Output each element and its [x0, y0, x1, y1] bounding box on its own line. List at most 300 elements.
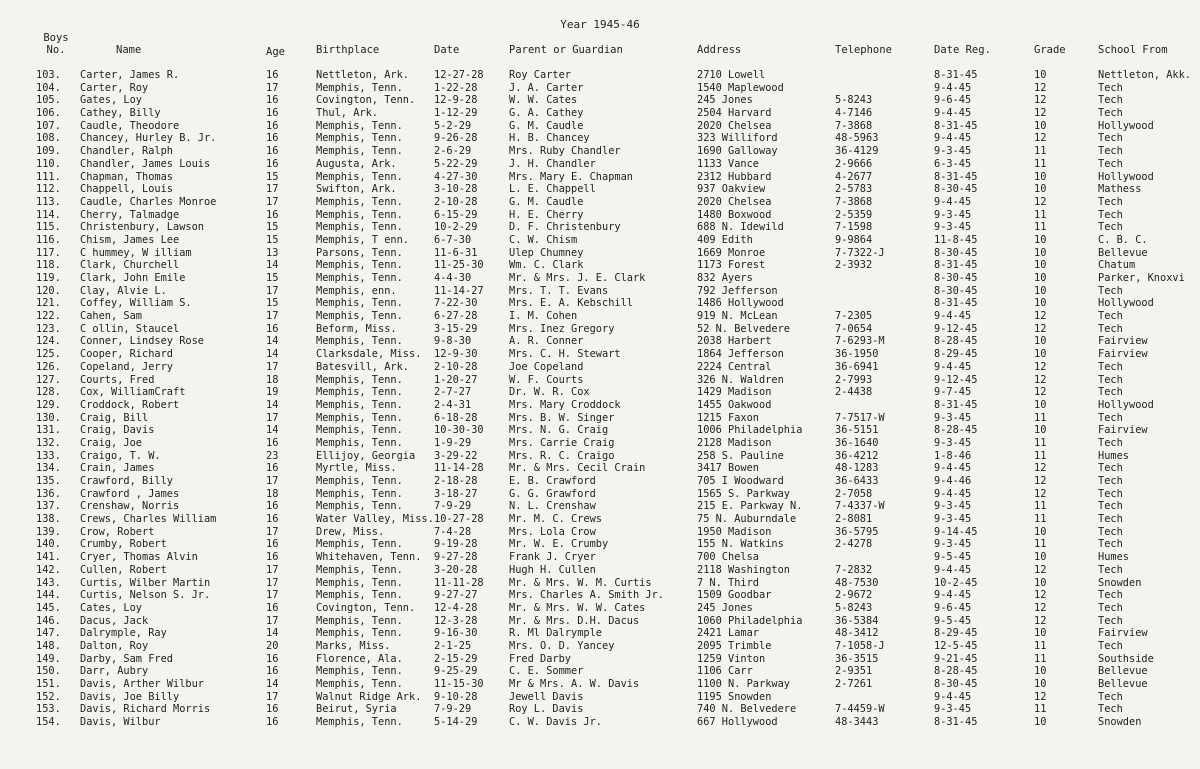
age: 15: [266, 170, 279, 183]
birthplace: Memphis, Tenn.: [316, 386, 403, 399]
table-row: [0, 691, 1200, 704]
student-name: Christenbury, Lawson: [80, 221, 204, 234]
grade: 10: [1034, 576, 1047, 589]
school-from: Tech: [1098, 513, 1123, 526]
school-from: C. B. C.: [1098, 233, 1148, 246]
school-from: Tech: [1098, 690, 1123, 703]
parent-guardian: Mrs. C. H. Stewart: [509, 348, 621, 361]
birth-date: 2-15-29: [434, 652, 478, 665]
header-boys-no: Boys No.: [43, 32, 69, 56]
parent-guardian: Mr. M. C. Crews: [509, 513, 602, 526]
school-from: Tech: [1098, 208, 1123, 221]
address: 245 Jones: [697, 94, 753, 107]
date-registered: 9-5-45: [934, 551, 972, 564]
parent-guardian: Mr & Mrs. A. W. Davis: [509, 678, 640, 690]
parent-guardian: C. E. Sommer: [509, 665, 584, 678]
student-name: Chism, James Lee: [80, 233, 180, 246]
row-number: 106.: [36, 107, 61, 120]
birthplace: Memphis, Tenn.: [316, 259, 403, 272]
address: 2020 Chelsea: [697, 119, 772, 132]
table-row: [0, 171, 1200, 184]
birthplace: Memphis, Tenn.: [316, 500, 403, 513]
telephone: 9-9864: [835, 233, 873, 246]
telephone: 7-2832: [835, 563, 873, 576]
telephone: 2-4438: [835, 386, 873, 399]
grade: 10: [1034, 335, 1047, 348]
telephone: 36-6433: [835, 475, 879, 487]
school-from: Tech: [1098, 639, 1123, 652]
telephone: 7-1058-J: [835, 639, 885, 652]
birth-date: 1-9-29: [434, 436, 472, 449]
age: 16: [266, 716, 279, 729]
student-name: Curtis, Wilber Martin: [80, 576, 211, 589]
header-birthplace: Birthplace: [316, 44, 380, 56]
student-name: Craigo, T. W.: [80, 449, 161, 462]
age: 16: [266, 322, 279, 335]
page-title: Year 1945-46: [560, 18, 640, 31]
birthplace: Memphis, Tenn.: [316, 475, 403, 487]
grade: 10: [1034, 183, 1047, 196]
telephone: 5-8243: [835, 601, 873, 614]
age: 17: [266, 81, 279, 94]
grade: 12: [1034, 195, 1047, 208]
student-name: Caudle, Charles Monroe: [80, 195, 217, 208]
birth-date: 10-30-30: [434, 424, 484, 437]
address: 1950 Madison: [697, 525, 772, 538]
date-registered: 9-3-45: [934, 538, 972, 551]
address: 75 N. Auburndale: [697, 513, 797, 526]
row-number: 132.: [36, 436, 61, 449]
grade: 10: [1034, 678, 1047, 690]
date-registered: 9-6-45: [934, 601, 972, 614]
age: 20: [266, 639, 279, 652]
birthplace: Thul, Ark.: [316, 107, 378, 120]
table-row: [0, 716, 1200, 729]
date-registered: 9-3-45: [934, 703, 972, 716]
birthplace: Memphis, Tenn.: [316, 563, 403, 576]
parent-guardian: L. E. Chappell: [509, 183, 596, 196]
parent-guardian: Mrs. Mary E. Chapman: [509, 170, 633, 183]
address: 2504 Harvard: [697, 107, 772, 120]
parent-guardian: G. M. Caudle: [509, 119, 584, 132]
telephone: 48-3412: [835, 627, 879, 640]
parent-guardian: Mr. & Mrs. J. E. Clark: [509, 272, 646, 284]
school-from: Parker, Knoxvi: [1098, 272, 1185, 284]
row-number: 123.: [36, 322, 61, 335]
grade: 10: [1034, 272, 1047, 284]
grade: 11: [1034, 208, 1047, 221]
school-from: Nettleton, Akk.: [1098, 69, 1191, 81]
date-registered: 8-30-45: [934, 183, 978, 196]
birthplace: Memphis, Tenn.: [316, 208, 403, 221]
table-row: [0, 348, 1200, 361]
age: 19: [266, 386, 279, 399]
student-name: Chandler, Ralph: [80, 145, 173, 158]
date-registered: 8-30-45: [934, 246, 978, 259]
telephone: 36-5795: [835, 525, 879, 538]
age: 17: [266, 614, 279, 627]
birth-date: 3-29-22: [434, 449, 478, 462]
age: 16: [266, 551, 279, 564]
age: 14: [266, 424, 279, 437]
age: 17: [266, 576, 279, 589]
header-parent: Parent or Guardian: [509, 44, 623, 56]
date-registered: 9-4-45: [934, 462, 972, 475]
date-registered: 8-31-45: [934, 119, 978, 132]
address: 326 N. Waldren: [697, 373, 784, 386]
header-address: Address: [697, 44, 742, 56]
school-from: Mathess: [1098, 183, 1142, 196]
table-row: [0, 437, 1200, 450]
grade: 10: [1034, 246, 1047, 259]
grade: 11: [1034, 639, 1047, 652]
age: 17: [266, 284, 279, 297]
student-name: Davis, Joe Billy: [80, 690, 180, 703]
school-from: Tech: [1098, 145, 1123, 158]
date-registered: 9-3-45: [934, 208, 972, 221]
date-registered: 8-31-45: [934, 297, 978, 310]
birthplace: Beform, Miss.: [316, 322, 397, 335]
age: 17: [266, 183, 279, 196]
birthplace: Memphis, Tenn.: [316, 310, 403, 323]
date-registered: 9-12-45: [934, 373, 978, 386]
birth-date: 2-1-25: [434, 639, 472, 652]
date-registered: 8-31-45: [934, 69, 978, 81]
table-row: [0, 107, 1200, 120]
student-name: Carter, Roy: [80, 81, 149, 94]
row-number: 128.: [36, 386, 61, 399]
address: 215 E. Parkway N.: [697, 500, 803, 513]
grade: 12: [1034, 310, 1047, 323]
student-name: Cooper, Richard: [80, 348, 173, 361]
table-row: [0, 665, 1200, 678]
birthplace: Walnut Ridge Ark.: [316, 690, 422, 703]
birth-date: 6-18-28: [434, 411, 478, 424]
table-row: [0, 399, 1200, 412]
address: 323 Williford: [697, 132, 778, 145]
school-from: Tech: [1098, 386, 1123, 399]
date-registered: 8-30-45: [934, 272, 978, 284]
parent-guardian: Mrs. Ruby Chandler: [509, 145, 621, 158]
birthplace: Memphis, Tenn.: [316, 81, 403, 94]
row-number: 118.: [36, 259, 61, 272]
age: 18: [266, 373, 279, 386]
birth-date: 7-9-29: [434, 500, 472, 513]
address: 937 Oakview: [697, 183, 766, 196]
table-row: [0, 335, 1200, 348]
parent-guardian: H. B. Chancey: [509, 132, 590, 145]
grade: 12: [1034, 132, 1047, 145]
grade: 10: [1034, 119, 1047, 132]
school-from: Tech: [1098, 310, 1123, 323]
birth-date: 2-6-29: [434, 145, 472, 158]
student-name: Cryer, Thomas Alvin: [80, 551, 198, 564]
row-number: 129.: [36, 398, 61, 411]
address: 1060 Philadelphia: [697, 614, 803, 627]
school-from: Fairview: [1098, 627, 1148, 640]
birth-date: 4-27-30: [434, 170, 478, 183]
parent-guardian: A. R. Conner: [509, 335, 584, 348]
school-from: Tech: [1098, 462, 1123, 475]
student-name: Davis, Richard Morris: [80, 703, 211, 716]
row-number: 109.: [36, 145, 61, 158]
age: 14: [266, 348, 279, 361]
row-number: 142.: [36, 563, 61, 576]
date-registered: 8-31-45: [934, 259, 978, 272]
birthplace: Memphis, T enn.: [316, 233, 409, 246]
parent-guardian: W. F. Courts: [509, 373, 584, 386]
birth-date: 9-16-30: [434, 627, 478, 640]
birth-date: 9-19-28: [434, 538, 478, 551]
table-row: [0, 526, 1200, 539]
parent-guardian: N. L. Crenshaw: [509, 500, 596, 513]
grade: 10: [1034, 259, 1047, 272]
address: 2020 Chelsea: [697, 195, 772, 208]
table-header: [0, 32, 1200, 70]
birth-date: 7-22-30: [434, 297, 478, 310]
birth-date: 2-7-27: [434, 386, 472, 399]
age: 16: [266, 665, 279, 678]
grade: 10: [1034, 233, 1047, 246]
birth-date: 10-27-28: [434, 513, 484, 526]
birth-date: 12-3-28: [434, 614, 478, 627]
header-telephone: Telephone: [835, 44, 892, 56]
table-row: [0, 538, 1200, 551]
student-name: Crawford , James: [80, 487, 180, 500]
table-row: [0, 259, 1200, 272]
birthplace: Memphis, Tenn.: [316, 132, 403, 145]
address: 2710 Lowell: [697, 69, 766, 81]
date-registered: 1-8-46: [934, 449, 972, 462]
parent-guardian: Mrs. B. W. Singer: [509, 411, 615, 424]
header-grade: Grade: [1034, 44, 1066, 56]
birth-date: 12-9-28: [434, 94, 478, 107]
telephone: 36-5384: [835, 614, 879, 627]
address: 7 N. Third: [697, 576, 759, 589]
address: 1486 Hollywood: [697, 297, 784, 310]
student-name: Davis, Arther Wilbur: [80, 678, 204, 690]
address: 2128 Madison: [697, 436, 772, 449]
school-from: Tech: [1098, 436, 1123, 449]
table-row: [0, 183, 1200, 196]
student-name: Coffey, William S.: [80, 297, 192, 310]
telephone: 48-7530: [835, 576, 879, 589]
table-row: [0, 82, 1200, 95]
birth-date: 6-7-30: [434, 233, 472, 246]
address: 1173 Forest: [697, 259, 766, 272]
date-registered: 8-30-45: [934, 678, 978, 690]
birth-date: 3-20-28: [434, 563, 478, 576]
header-date-reg: Date Reg.: [934, 44, 991, 56]
telephone: 2-8081: [835, 513, 873, 526]
birth-date: 5-2-29: [434, 119, 472, 132]
birthplace: Myrtle, Miss.: [316, 462, 397, 475]
student-name: Croddock, Robert: [80, 398, 180, 411]
row-number: 133.: [36, 449, 61, 462]
student-name: Craig, Davis: [80, 424, 155, 437]
address: 1669 Monroe: [697, 246, 766, 259]
birth-date: 9-26-28: [434, 132, 478, 145]
birth-date: 11-25-30: [434, 259, 484, 272]
address: 2224 Central: [697, 360, 772, 373]
date-registered: 11-8-45: [934, 233, 978, 246]
age: 13: [266, 246, 279, 259]
address: 2312 Hubbard: [697, 170, 772, 183]
table-row: [0, 653, 1200, 666]
row-number: 150.: [36, 665, 61, 678]
birthplace: Memphis, Tenn.: [316, 665, 403, 678]
date-registered: 9-4-45: [934, 107, 972, 120]
row-number: 136.: [36, 487, 61, 500]
birth-date: 11-14-28: [434, 462, 484, 475]
date-registered: 8-31-45: [934, 398, 978, 411]
age: 16: [266, 119, 279, 132]
table-row: [0, 462, 1200, 475]
telephone: 2-9351: [835, 665, 873, 678]
row-number: 119.: [36, 272, 61, 284]
age: 16: [266, 538, 279, 551]
row-number: 130.: [36, 411, 61, 424]
grade: 12: [1034, 475, 1047, 487]
parent-guardian: Jewell Davis: [509, 690, 584, 703]
telephone: 7-4459-W: [835, 703, 885, 716]
grade: 12: [1034, 386, 1047, 399]
date-registered: 8-29-45: [934, 348, 978, 361]
address: 2095 Trimble: [697, 639, 772, 652]
birthplace: Memphis, Tenn.: [316, 119, 403, 132]
table-row: [0, 488, 1200, 501]
date-registered: 9-14-45: [934, 525, 978, 538]
age: 16: [266, 208, 279, 221]
date-registered: 9-12-45: [934, 322, 978, 335]
birth-date: 9-27-27: [434, 589, 478, 602]
table-row: [0, 450, 1200, 463]
table-row: [0, 323, 1200, 336]
birthplace: Memphis, Tenn.: [316, 170, 403, 183]
telephone: 2-9672: [835, 589, 873, 602]
school-from: Tech: [1098, 132, 1123, 145]
birthplace: Memphis, Tenn.: [316, 576, 403, 589]
table-row: [0, 412, 1200, 425]
student-name: Cox, WilliamCraft: [80, 386, 186, 399]
table-row: [0, 577, 1200, 590]
address: 1540 Maplewood: [697, 81, 784, 94]
birthplace: Memphis, Tenn.: [316, 411, 403, 424]
table-row: [0, 640, 1200, 653]
school-from: Bellevue: [1098, 665, 1148, 678]
date-registered: 9-4-45: [934, 195, 972, 208]
age: 17: [266, 310, 279, 323]
row-number: 113.: [36, 195, 61, 208]
student-name: Dalrymple, Ray: [80, 627, 167, 640]
school-from: Tech: [1098, 360, 1123, 373]
table-row: [0, 589, 1200, 602]
birth-date: 6-27-28: [434, 310, 478, 323]
row-number: 114.: [36, 208, 61, 221]
birth-date: 3-18-27: [434, 487, 478, 500]
row-number: 103.: [36, 69, 61, 81]
table-row: [0, 703, 1200, 716]
table-row: [0, 132, 1200, 145]
birthplace: Memphis, Tenn.: [316, 373, 403, 386]
birthplace: Memphis, enn.: [316, 284, 397, 297]
birthplace: Memphis, Tenn.: [316, 145, 403, 158]
birthplace: Augusta, Ark.: [316, 157, 397, 170]
school-from: Snowden: [1098, 716, 1142, 729]
parent-guardian: Joe Copeland: [509, 360, 584, 373]
grade: 12: [1034, 81, 1047, 94]
parent-guardian: Mrs. O. D. Yancey: [509, 639, 615, 652]
school-from: Tech: [1098, 107, 1123, 120]
school-from: Tech: [1098, 563, 1123, 576]
parent-guardian: Roy L. Davis: [509, 703, 584, 716]
row-number: 149.: [36, 652, 61, 665]
birthplace: Memphis, Tenn.: [316, 436, 403, 449]
date-registered: 9-3-45: [934, 411, 972, 424]
school-from: Fairview: [1098, 424, 1148, 437]
date-registered: 9-3-45: [934, 436, 972, 449]
address: 740 N. Belvedere: [697, 703, 797, 716]
address: 667 Hollywood: [697, 716, 778, 729]
birth-date: 5-14-29: [434, 716, 478, 729]
birthplace: Covington, Tenn.: [316, 601, 416, 614]
telephone: 7-7322-J: [835, 246, 885, 259]
birth-date: 12-9-30: [434, 348, 478, 361]
row-number: 141.: [36, 551, 61, 564]
row-number: 154.: [36, 716, 61, 729]
telephone: 4-2677: [835, 170, 873, 183]
date-registered: 9-4-45: [934, 132, 972, 145]
birthplace: Memphis, Tenn.: [316, 272, 403, 284]
birthplace: Memphis, Tenn.: [316, 297, 403, 310]
address: 1133 Vance: [697, 157, 759, 170]
student-name: Carter, James R.: [80, 69, 180, 81]
age: 16: [266, 145, 279, 158]
birthplace: Memphis, Tenn.: [316, 614, 403, 627]
student-name: Darr, Aubry: [80, 665, 149, 678]
birthplace: Memphis, Tenn.: [316, 716, 403, 729]
birth-date: 12-4-28: [434, 601, 478, 614]
row-number: 153.: [36, 703, 61, 716]
student-name: Clark, Churchell: [80, 259, 180, 272]
grade: 11: [1034, 538, 1047, 551]
grade: 11: [1034, 449, 1047, 462]
telephone: 7-7517-W: [835, 411, 885, 424]
grade: 11: [1034, 145, 1047, 158]
telephone: 7-6293-M: [835, 335, 885, 348]
address: 1106 Carr: [697, 665, 753, 678]
grade: 10: [1034, 348, 1047, 361]
telephone: 36-4129: [835, 145, 879, 158]
address: 1100 N. Parkway: [697, 678, 790, 690]
school-from: Tech: [1098, 538, 1123, 551]
row-number: 138.: [36, 513, 61, 526]
telephone: 2-5359: [835, 208, 873, 221]
age: 17: [266, 525, 279, 538]
school-from: Tech: [1098, 475, 1123, 487]
birth-date: 7-4-28: [434, 525, 472, 538]
birthplace: Memphis, Tenn.: [316, 335, 403, 348]
age: 16: [266, 69, 279, 81]
grade: 12: [1034, 360, 1047, 373]
age: 16: [266, 500, 279, 513]
row-number: 145.: [36, 601, 61, 614]
birth-date: 7-9-29: [434, 703, 472, 716]
parent-guardian: Mrs. T. T. Evans: [509, 284, 609, 297]
date-registered: 8-31-45: [934, 170, 978, 183]
student-name: Chapman, Thomas: [80, 170, 173, 183]
school-from: Southside: [1098, 652, 1154, 665]
